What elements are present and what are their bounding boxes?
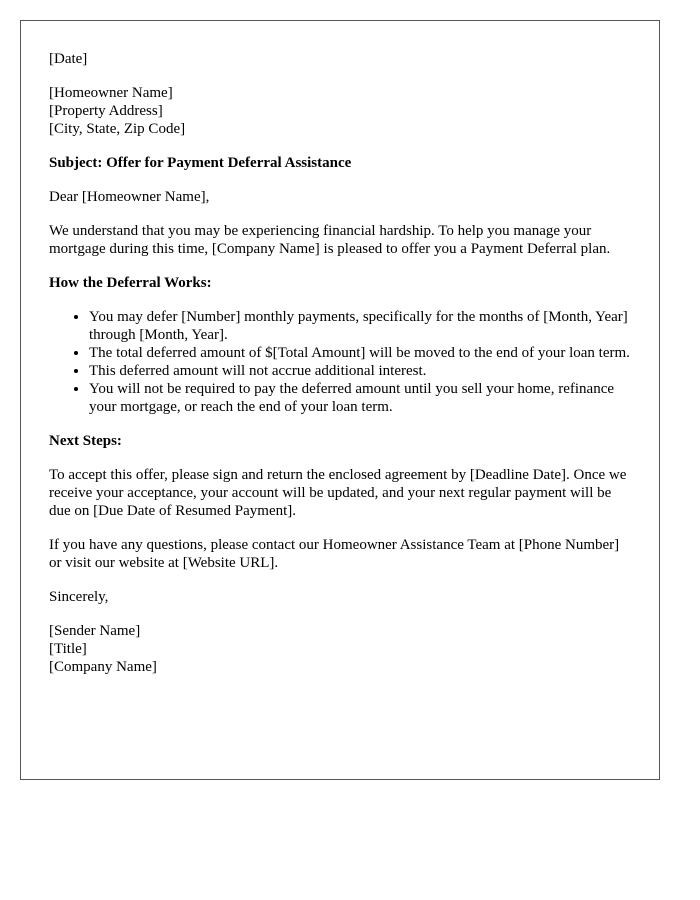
sender-title: [Title]	[49, 641, 87, 657]
salutation: Dear [Homeowner Name],	[49, 189, 210, 205]
recipient-city-state-zip: [City, State, Zip Code]	[49, 121, 186, 137]
salutation-block	[49, 188, 631, 206]
list-item: • This deferred amount will not accrue additional interest.	[89, 362, 631, 380]
list-item: • You may defer [Number] monthly payments, specifically for the months of [Month, Year] through [Month, Year].	[89, 308, 631, 344]
closing-block	[49, 588, 631, 606]
deferral-terms-list	[49, 308, 631, 416]
next-steps-block	[49, 466, 631, 520]
intro-paragraph: We understand that you may be experiencing financial hardship. To help you manage your mortgage during this time, [Company Name] is pleased to offer you a Payment Deferral plan.	[49, 223, 611, 257]
intro-paragraph-block	[49, 222, 631, 258]
letter-date: [Date]	[49, 51, 88, 67]
recipient-property-address: [Property Address]	[49, 103, 163, 119]
letter-page	[20, 20, 660, 780]
subject-block	[49, 154, 631, 172]
signature-block	[49, 622, 631, 676]
questions-block	[49, 536, 631, 572]
next-steps-heading: Next Steps:	[49, 433, 122, 449]
sender-company: [Company Name]	[49, 659, 157, 675]
recipient-address-block	[49, 84, 631, 138]
how-deferral-works-heading: How the Deferral Works:	[49, 275, 212, 291]
questions-paragraph: If you have any questions, please contact our Homeowner Assistance Team at [Phone Number] or visit our website at [Website URL].	[49, 537, 620, 571]
list-item: • The total deferred amount of $[Total Amount] will be moved to the end of your loan term.	[89, 344, 631, 362]
closing: Sincerely,	[49, 589, 109, 605]
subject-line: Subject: Offer for Payment Deferral Assistance	[49, 155, 352, 171]
list-item: • You will not be required to pay the deferred amount until you sell your home, refinance your mortgage, or reach the end of your loan term.	[89, 380, 631, 416]
date-block	[49, 50, 631, 68]
recipient-name: [Homeowner Name]	[49, 85, 173, 101]
sender-name: [Sender Name]	[49, 623, 141, 639]
next-steps-paragraph: To accept this offer, please sign and return the enclosed agreement by [Deadline Date]. Once we receive your acceptance, your account will be updated, and your next regular payment will be due on [Due Date of Resumed Payment].	[49, 467, 627, 519]
